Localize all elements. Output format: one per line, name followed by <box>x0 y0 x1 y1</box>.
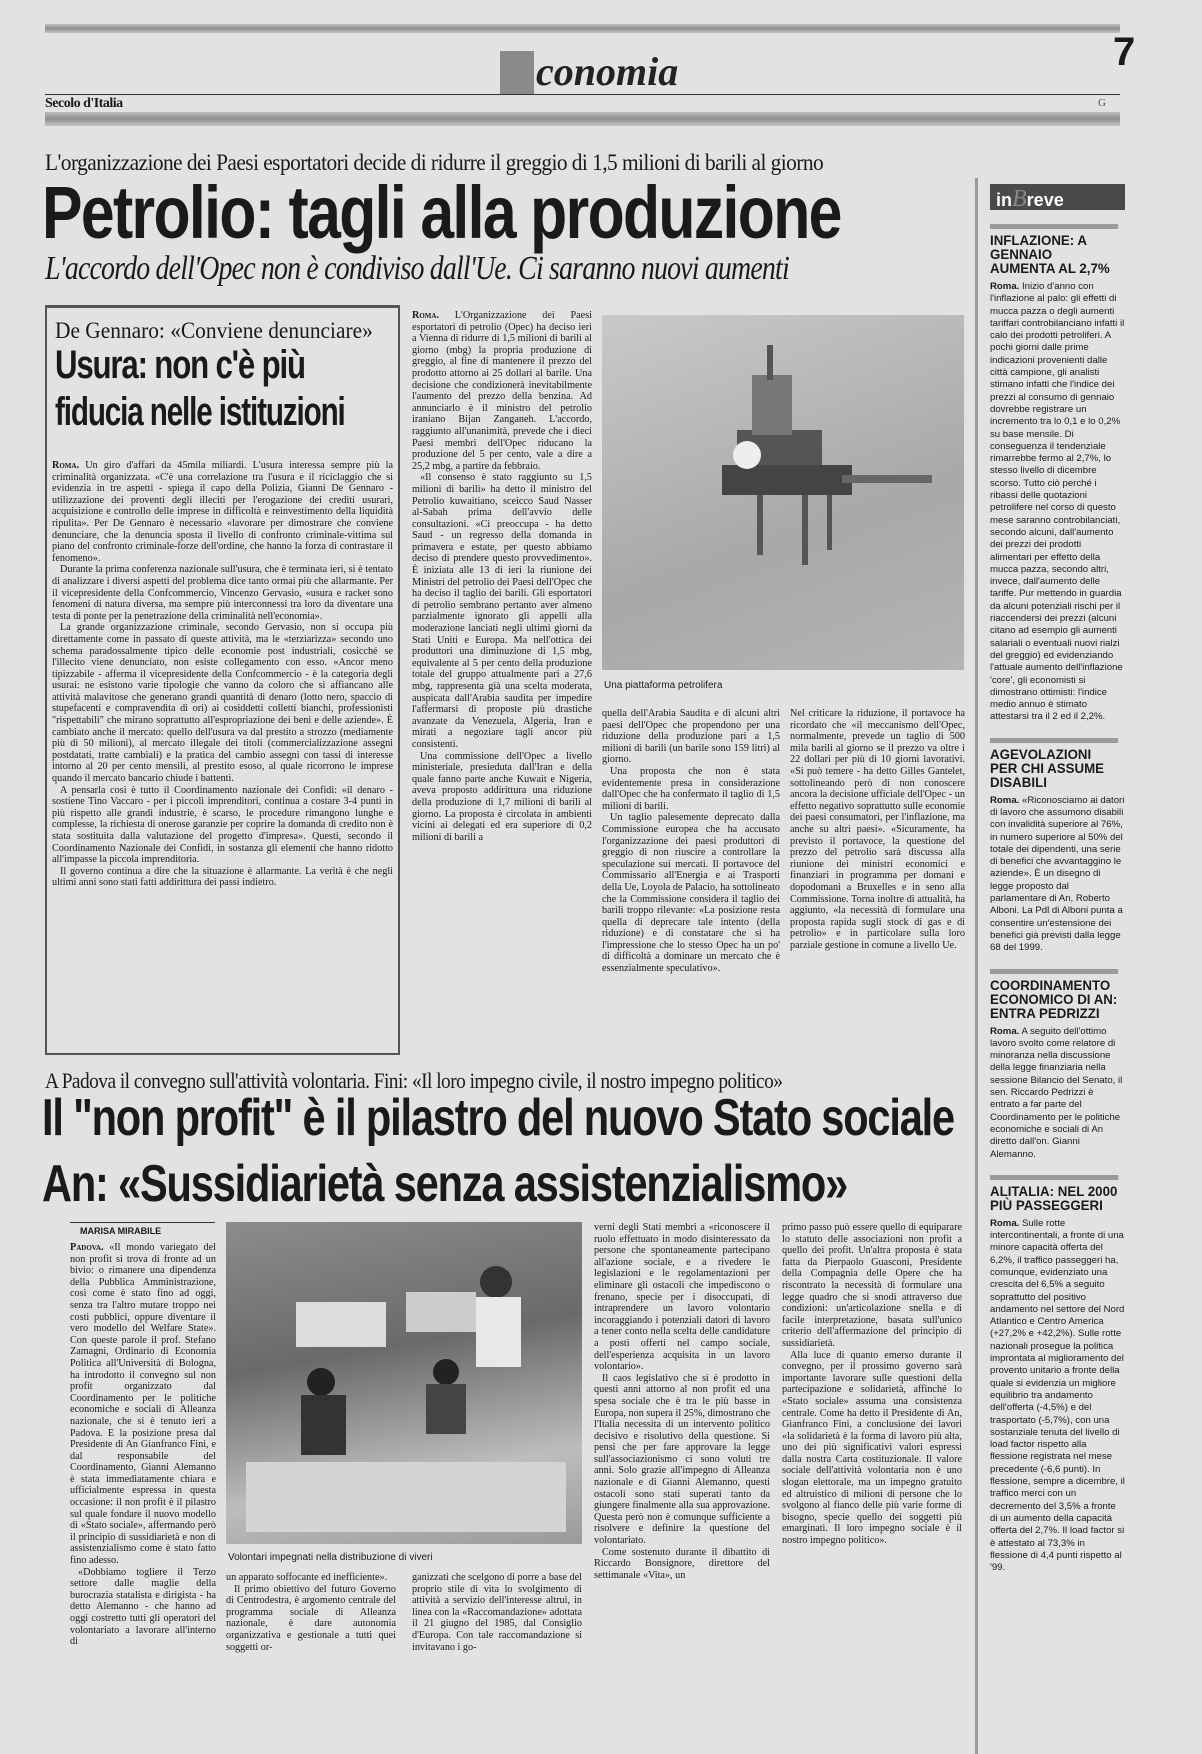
corner-mark: G <box>1098 97 1106 109</box>
nonprofit-paragraph: «Dobbiamo togliere il Terzo settore dalle maglie della burocrazia statalista e dirigista - ha detto Alemanno - che hanno ad oggi costretto tutti gli operatori del volontariato a lavorare all'interno di <box>70 1566 216 1648</box>
dateline: Roma. <box>412 310 440 321</box>
usura-headline-line1: Usura: non c'è più <box>55 343 305 387</box>
petrolio-paragraph: Un taglio palesemente deprecato dalla Commissione europea che ha accusato l'organizzazione dei paesi produttori di greggio di non riuscire a controllare la speculazione sui mercati. Il portavoce del Commissario all'Energia e ai Trasporti della Ue, Loyola de Palacio, ha sottolineato che la Commissione considera il taglio dei barili troppo rilevante: «La posizione resta quella di deprecare tale intento (della riduzione) e di constatare che si ha l'impressione che lo stesso Opec ha un po' di difficoltà a dominare un mercato che è essenzialmente speculativo». <box>602 812 780 975</box>
petrolio-paragraph: Una proposta che non è stata evidentemente presa in considerazione dall'Opec che ha confermato il taglio di 1,5 milioni di barili. <box>602 765 780 812</box>
dateline: Roma. <box>990 1217 1020 1229</box>
paragraph-text: «Il mondo variegato del non profit si trova di fronte ad un bivio: o rimanere una dipendenza della Pubblica Amministrazione, così come è stato fino ad oggi, senza tra l'altro mutare troppo nei costi pubblici, oppure diventare il vero modello del Welfare State». Con queste parole il prof. Stefano Zamagni, Ordinario di Economia Politica all'Università di Bologna, ha introdotto il convegno sul non profit organizzato dal Coordinamento per le politiche economiche e sociali di Alleanza nazionale, che si è tenuto ieri a Padova. E la posizione presa dal Presidente di An Gianfranco Fini, e dal responsabile del Coordinamento, Gianni Alemanno è stata immediatamente chiara e ufficialmente espressa in questa occasione: il non profit è il pilastro sul quale fondare il nuovo modello di «Stato sociale», affermando però il principio di sussidiarietà e non di assistenzialismo come è stato fatto fino adesso. <box>70 1242 216 1567</box>
lead-kicker: L'organizzazione dei Paesi esportatori decide di ridurre il greggio di 1,5 milioni di barili al giorno <box>45 150 824 175</box>
usura-body <box>52 460 393 1048</box>
paragraph-text: L'Organizzazione dei Paesi esportatori di petrolio (Opec) ha deciso ieri a Vienna di ridurre di 1,5 milioni di barili al giorno (mbg) la propria produzione di greggio, al fine di mantenere il prezzo del prodotto attorno ai 25 dollari al barile. Una decisione che condizionerà inevitabilmente l'aumento del prezzo della benzina. Ad annunciarlo è il ministro del petrolio iraniano Bijan Zanganeh. L'accordo, raggiunto all'unanimità, prevede che i dieci Paesi membri dell'Opec riducano la produzione del 5 per cento, vale a dire a 25,2 mbg, a partire da febbraio. <box>412 310 592 472</box>
brief-item <box>990 969 1125 1161</box>
section-initial-block <box>500 51 534 95</box>
usura-headline-line2: fiducia nelle istituzioni <box>55 390 345 434</box>
brief-body <box>990 1218 1125 1575</box>
usura-paragraph: Il governo continua a dire che la situazione è allarmante. La verità è che negli ultimi anni sono stati fatti addirittura dei passi indietro. <box>52 865 393 889</box>
nonprofit-column-3 <box>412 1572 582 1754</box>
lead-subheadline: L'accordo dell'Opec non è condiviso dall'Ue. Ci saranno nuovi aumenti <box>45 250 789 287</box>
in-breve-rest: reve <box>1026 190 1064 210</box>
masthead-bottom-band <box>45 112 1120 126</box>
paragraph-text: Un giro d'affari da 45mila miliardi. L'usura interessa sempre più la criminalità organizzata. «C'è una correlazione tra l'usura e il riciclaggio che si evidenzia in tre aspetti - spiega il capo della Polizia, Gianni De Gennaro - utilizzazione dei proventi degli illeciti per l'erogazione dei crediti usurari, acquisizione e controllo delle imprese in difficoltà e reinvestimento della liquidità ripulita». Per De Gennaro è necessario «lavorare per dimostrare che conviene denunciare, che la denuncia sposta il livello di confronto criminale-vittima sul piano del confronto criminale-forze dell'ordine, che hanno la forza di contrastare il fenomeno». <box>52 460 393 564</box>
dateline: Roma. <box>990 281 1020 292</box>
brief-body <box>990 795 1125 955</box>
nonprofit-paragraph: ganizzati che scelgono di porre a base del proprio stile di vita lo svolgimento di attività a servizio dell'interesse altrui, in linea con la «Raccomandazione» adottata il 21 giugno del 1985, dal Consiglio d'Europa. Con tale raccomandazione si invitavano i go- <box>412 1572 582 1653</box>
nonprofit-paragraph: Il primo obiettivo del futuro Governo di Centrodestra, è argomento centrale del programma sociale di Alleanza nazionale, è dare autonomia organizzativa e gestionale a tutti quei soggetti or- <box>226 1583 396 1653</box>
byline: MARISA MIRABILE <box>80 1226 162 1236</box>
newspaper-name: Secolo d'Italia <box>45 96 123 111</box>
nonprofit-column-1 <box>70 1242 216 1754</box>
section-title <box>500 48 678 95</box>
brief-item <box>990 1175 1125 1575</box>
petrolio-paragraph: Nel criticare la riduzione, il portavoce ha ricordato che «il meccanismo dell'Opec, normalmente, prevede un taglio di 500 mila barili al giorno se il prezzo va oltre i 22 dollari per più di 10 giorni lavorativi. «Si può temere - ha detto Gilles Gantelet, sottolineando però di non conoscere ancora la decisione ufficiale dell'Opec - un effetto negativo soprattutto sulle economie dei paesi consumatori, per l'inflazione, ma anche su altri paesi». «Sicuramente, ha previsto il portavoce, la questione del prezzo del petrolio sarà discussa alla riunione dei ministri economici e finanziari in programma per domani e dopodomani a Bruxelles e in seno alla Commissione. Torna inoltre di attualità, ha aggiunto, «la necessità di formulare una proposta rapida sugli stock di gas e di petrolio» e in particolare sulla loro parziale gestione in comune a livello Ue. <box>790 708 965 951</box>
brief-body <box>990 281 1125 724</box>
nonprofit-paragraph: verni degli Stati membri a «riconoscere il ruolo effettuato in modo disinteressato da persone che spontaneamente partecipano all'azione sociale, e a rivedere le legislazioni e le regolamentazioni per eliminare gli ostacoli che impediscono o frenano, specie per i disoccupati, di intraprendere un lavoro volontario incoraggiando i potenziali datori di lavoro a tener conto nella scelta delle candidature a posti offerti nel campo sociale, dell'esperienza acquisita in un lavoro volontario». <box>594 1222 770 1373</box>
dateline: Roma. <box>52 460 80 471</box>
volunteers-illustration <box>226 1222 582 1544</box>
in-breve-title <box>990 184 1125 210</box>
petrolio-column-3 <box>790 708 965 1050</box>
dateline: Roma. <box>990 794 1020 806</box>
petrolio-paragraph <box>412 310 592 472</box>
page-number: 7 <box>1113 30 1136 74</box>
petrolio-paragraph: «Il consenso è stato raggiunto su 1,5 milioni di barili» ha detto il ministro del Petrolio kuwaitiano, sceicco Saud Nasser al-Sabah prima dell'avvio delle consultazioni. «Ci preoccupa - ha detto Saud - un regresso della domanda in primavera e estate, per questo abbiamo deciso di prendere questo provvedimento». È iniziata alle 13 di ieri la riunione dei Ministri del petrolio dei Paesi dell'Opec che ha deciso il taglio dei barili. Gli esportatori di petrolio sembrano pertanto aver almeno parzialmente ignorato gli appelli alla moderazione lanciati negli ultimi giorni da Stati Uniti e Europa. Ma nell'ottica dei produttori una diminuzione di 1,5 mbg, equivalente al 5 per cento della produzione totale del gruppo attualmente pari a 27,6 mbg, rappresenta già una scelta moderata, auspicata dall'Arabia saudita per impedire l'affermarsi di proposte più drastiche avanzate da Venezuela, Algeria, Iran e mirati a negoziare tagli ancor più consistenti. <box>412 472 592 750</box>
nonprofit-paragraph: Come sostenuto durante il dibattito di Riccardo Bonsignore, direttore del settimanale «Vita», un <box>594 1546 770 1581</box>
dateline: Padova. <box>70 1242 104 1253</box>
brief-text: A seguito dell'ottimo lavoro svolto come relatore di minoranza nella discussione della legge finanziaria nella sessione Bilancio del Senato, il sen. Riccardo Pedrizzi è entrato a far parte del Coordinamento per le politiche economiche e sociali di An diretto dall'on. Gianni Alemanno. <box>990 1025 1123 1160</box>
nonprofit-column-2 <box>226 1572 396 1754</box>
brief-headline: ALITALIA: NEL 2000 PIÙ PASSEGGERI <box>990 1175 1118 1212</box>
petrolio-paragraph: quella dell'Arabia Saudita e di alcuni altri paesi dell'Opec che propendono per una riduzione della produzione pari a 1,5 milioni di barili (un barile sono 159 litri) al giorno. <box>602 708 780 766</box>
usura-paragraph <box>52 460 393 564</box>
nonprofit-headline-line2: An: «Sussidiarietà senza assistenzialismo» <box>42 1155 848 1213</box>
brief-headline: AGEVOLAZIONI PER CHI ASSUME DISABILI <box>990 738 1118 789</box>
brief-text: Sulle rotte intercontinentali, a fronte di una minore capacità offerta del 6,2%, il traffico passeggeri ha, comunque, evidenziato una crescita del 6,5% a seguito soprattutto del positivo andamento nel settore del Nord Atlantico e Centro America (+27,2% e +42,2%). Sulle rotte nazionali prosegue la politica improntata al miglioramento del provento unitario a fronte della quale si evidenzia un migliore equilibrio tra andamento dell'offerta (-4,5%) e del trasportato (-5,7%), con una sostanziale tenuta del livello di load factor rispetto alla flessione registrata nel mese precedente (-6,6 punti). In flessione, sempre a dicembre, il traffico merci con un decremento del 3,5% a fronte di un aumento della capacità offerta del 2,7%. Il load factor si è attestato al 73,3% in flessione di 4,4 punti rispetto al '99. <box>990 1217 1125 1574</box>
nonprofit-kicker: A Padova il convegno sull'attività volontaria. Fini: «Il loro impegno civile, il nostro impegno politico» <box>45 1068 783 1093</box>
usura-paragraph: Durante la prima conferenza nazionale sull'usura, che è terminata ieri, si è tentato di analizzare i diversi aspetti del problema dice tanto ormai più che allarmante. Per il vicepresidente della Confcommercio, Vincenzo Gervasio, «usura e racket sono fenomeni di natura diversa, ma sempre più interconnessi tra loro da diventare una testa di ponte per la penetrazione della criminalità nell'economia». <box>52 564 393 622</box>
petrolio-column-1 <box>412 310 592 1050</box>
oil-platform-photo <box>602 315 964 670</box>
volunteers-caption: Volontari impegnati nella distribuzione di viveri <box>228 1552 433 1563</box>
nonprofit-paragraph: Alla luce di quanto emerso durante il convegno, per il prossimo governo sarà importante lavorare sulle questioni della partecipazione e solidarietà, affinché lo «Stato sociale» assuma una consistenza centrale. Come ha detto il Presidente di An, Gianfranco Fini, a conclusione dei lavori «la solidarietà è la forma di lavoro più alta, uno dei più significativi valori espressi dalla nostra Carta costituzionale. Il valore sociale dell'attività volontaria non è uno slogan elettorale, ma un impegno gratuito ed altruistico di milioni di persone che lo svolgono al fianco delle più varie forme di bisogno, specie quello dei soggetti più emarginati. Il loro impegno sociale è il nostro impegno politico». <box>782 1349 962 1547</box>
usura-paragraph: A pensarla così è tutto il Coordinamento nazionale dei Confidi: «il denaro - sostiene Tino Vaccaro - per i piccoli imprenditori, continua a costare 3-4 punti in più rispetto alle grandi industrie, è scarso, le procedure rimangono lunghe e complesse, la richiesta di onerose garanzie per coprire la domanda di credito non è stata sostituita dalla valutazione del progetto d'impresa». Questi, secondo il Coordinamento Nazionale dei Confidi, in sostanza gli elementi che hanno ridotto all'impasse la piccola imprenditoria. <box>52 784 393 866</box>
in-breve-initial: B <box>1012 186 1027 212</box>
section-title-text: conomia <box>536 49 679 94</box>
nonprofit-column-5 <box>782 1222 962 1754</box>
oil-platform-caption: Una piattaforma petrolifera <box>604 680 723 691</box>
usura-kicker: De Gennaro: «Conviene denunciare» <box>55 318 373 343</box>
in-breve-sidebar <box>975 178 1125 1754</box>
brief-body <box>990 1026 1125 1161</box>
nonprofit-paragraph: primo passo può essere quello di equiparare lo statuto delle associazioni non profit a quello dei profit. Un'altra proposta è stata fatta da Pierpaolo Guasconi, Presidente della Compagnia delle Opere che ha riscontrato la necessità di formulare una legge quadro che si snodi attraverso due condizioni: un'articolazione snella e di facile interpretazione, basata sull'unico criterio dell'affermazione del principio di sussidiarietà. <box>782 1222 962 1349</box>
brief-item <box>990 738 1125 955</box>
nonprofit-column-4 <box>594 1222 770 1754</box>
nonprofit-paragraph: un apparato soffocante ed inefficiente». <box>226 1572 388 1583</box>
masthead-rule <box>45 94 1120 95</box>
dateline: Roma. <box>990 1025 1020 1037</box>
volunteers-photo <box>226 1222 582 1544</box>
petrolio-paragraph: Una commissione dell'Opec a livello ministeriale, presieduta dall'Iran e della quale fanno parte anche Kuwait e Nigeria, aveva proposto addirittura una riduzione della produzione di 1,7 milioni di barili al giorno. La proposta è circolata in ambienti vicini ai delegati ed era superiore di 0,2 milioni di barili a <box>412 750 592 843</box>
masthead-top-band <box>45 24 1120 33</box>
in-breve-prefix: in <box>996 190 1012 210</box>
usura-paragraph: La grande organizzazione criminale, secondo Gervasio, non si occupa più direttamente come in passato di queste attività, ma le «terziarizza» secondo uno schema paradossalmente tipico delle economie post industriali, cosicché se l'illecito viene denunciato, non esiste collegamento con esso. «Ancor meno tipizzabile - afferma il vicepresidente della Confcommercio - è la categoria degli usurai: ne esistono varie tipologie che vanno da coloro che si affiancano alle attività malavitose che generano grandi quantità di denaro (lotto nero, spaccio di stupefacenti e compravendita di ori) ai cosiddetti colletti bianchi, professionisti "rispettabili" che mirano soprattutto all'espropriazione dei beni e delle aziende». È cambiato anche il mercato: quello dell'usura va dal prestito a strozzo (mediamente più di 50 milioni), al mercato illegale dei titoli (commercializzazione assegni postdatati, tratte cambiali) e la pratica del cambio assegni con tassi di interesse intorno al 20 per cento mensili, al prestito esoso, al quale ricorrono le imprese quando il mercato bancario chiude i battenti. <box>52 622 393 785</box>
lead-headline: Petrolio: tagli alla produzione <box>42 171 841 254</box>
nonprofit-headline-line1: Il "non profit" è il pilastro del nuovo Stato sociale <box>42 1089 954 1147</box>
brief-text: Inizio d'anno con l'inflazione al palo: gli effetti di mucca pazza o degli aumenti tariffari controbilanciano infatti il calo dei prodotti petroliferi. A pochi giorni dalle prime indicazioni provenienti dalle città campione, gli analisti stimano infatti che l'indice dei prezzi al consumo di gennaio dovrebbe registrare un incremento tra lo 0,1 e lo 0,2% su base mensile. Di conseguenza il tendenziale rimarrebbe fermo al 2,7%, lo stesso livello di dicembre scorso. Tutto ciò perché i ribassi delle quotazioni petrolifere nel corso di questo mese saranno controbilanciati, secondo alcuni, dall'aumento dei prezzi dei prodotti alimentari per effetto della mucca pazza, secondo altri, invece, dall'aumento delle tariffe. Pur mettendo in guardia da alcuni potenziali rischi per il riaccendersi dei prezzi (alcuni citano ad esempio gli aumenti salariali o eventuali nuovi rialzi del greggio) ed evidenziando l'attuale aumento dell'inflazione 'core', gli economisti si dimostrano ottimisti: l'indice medio annuo è stimato attestarsi tra il 2 ed il 2,2%. <box>990 281 1125 723</box>
nonprofit-paragraph: Il caos legislativo che si è prodotto in questi anni attorno al non profit ed una spesa sociale che è tra le più basse in Europa, non supera il 25%, dimostrano che l'Italia necessita di un intervento politico decisivo e risolutivo della questione. Si pensi che per fare approvare la legge sull'associazionismo ci sono voluti tre anni. Solo grazie all'impegno di Alleanza nazionale e di Gianni Alemanno, questi ostacoli sono stati superati tanto da giungere finalmente alla sua approvazione. Questa però non è comunque sufficiente a risolvere e definire la questione del volontariato. <box>594 1372 770 1547</box>
nonprofit-paragraph <box>70 1242 216 1567</box>
brief-headline: INFLAZIONE: A GENNAIO AUMENTA AL 2,7% <box>990 224 1118 275</box>
brief-item <box>990 224 1125 724</box>
oil-platform-illustration <box>602 315 964 670</box>
brief-headline: COORDINAMENTO ECONOMICO DI AN: ENTRA PEDRIZZI <box>990 969 1118 1020</box>
brief-text: «Riconosciamo ai datori di lavoro che assumono disabili con invalidità superiore al 76%, in numero superiore al 50% del totale dei dipendenti, una serie di benefici che avvantaggino le aziende». È un disegno di legge proposto dal parlamentare di An, Roberto Alboni. La Pdl di Alboni punta a consentire un'estensione dei benefici già previsti dalla legge 68 del 1999. <box>990 794 1125 954</box>
petrolio-column-2 <box>602 708 780 1050</box>
byline-rule <box>70 1222 215 1223</box>
